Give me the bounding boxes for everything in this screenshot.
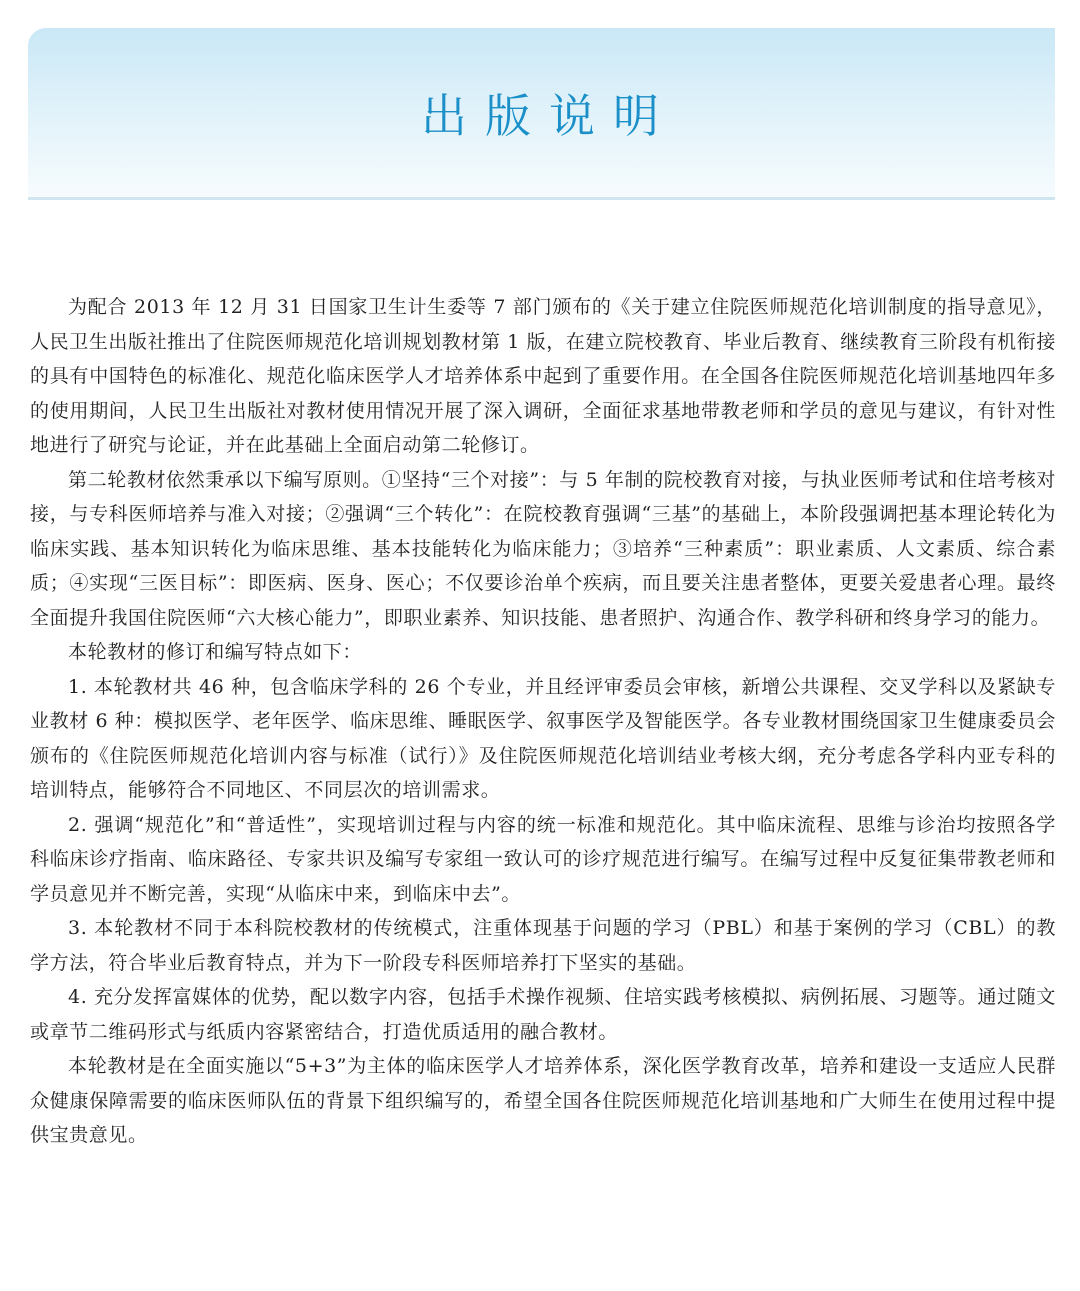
document-body xyxy=(30,290,1056,1153)
paragraph-feature-4: 4. 充分发挥富媒体的优势，配以数字内容，包括手术操作视频、住培实践考核模拟、病例拓展、习题等。通过随文或章节二维码形式与纸质内容紧密结合，打造优质适用的融合教材。 xyxy=(30,986,1056,1043)
paragraph-feature-1: 1. 本轮教材共 46 种，包含临床学科的 26 个专业，并且经评审委员会审核，新增公共课程、交叉学科以及紧缺专业教材 6 种：模拟医学、老年医学、临床思维、睡眠医学、叙事医学及智能医学。各专业教材围绕国家卫生健康委员会颁布的《住院医师规范化培训内容与标准（试行）》及住院医师规范化培训结业考核大纲，充分考虑各学科内亚专科的培训特点，能够符合不同地区、不同层次的培训需求。 xyxy=(30,675,1056,801)
paragraph-features-heading: 本轮教材的修订和编写特点如下： xyxy=(68,641,363,663)
paragraph-feature-3: 3. 本轮教材不同于本科院校教材的传统模式，注重体现基于问题的学习（PBL）和基于案例的学习（CBL）的教学方法，符合毕业后教育特点，并为下一阶段专科医师培养打下坚实的基础。 xyxy=(30,917,1056,974)
paragraph-feature-2: 2. 强调“规范化”和“普适性”，实现培训过程与内容的统一标准和规范化。其中临床流程、思维与诊治均按照各学科临床诊疗指南、临床路径、专家共识及编写专家组一致认可的诊疗规范进行编写。在编写过程中反复征集带教老师和学员意见并不断完善，实现“从临床中来，到临床中去”。 xyxy=(30,813,1056,905)
paragraph-intro: 为配合 2013 年 12 月 31 日国家卫生计生委等 7 部门颁布的《关于建立住院医师规范化培训制度的指导意见》，人民卫生出版社推出了住院医师规范化培训规划教材第 1 版，在建立院校教育、毕业后教育、继续教育三阶段有机衔接的具有中国特色的标准化、规范化临床医学人才培养体系中起到了重要作用。在全国各住院医师规范化培训基地四年多的使用期间，人民卫生出版社对教材使用情况开展了深入调研，全面征求基地带教老师和学员的意见与建议，有针对性地进行了研究与论证，并在此基础上全面启动第二轮修订。 xyxy=(30,296,1056,456)
paragraph-closing: 本轮教材是在全面实施以“5+3”为主体的临床医学人才培养体系，深化医学教育改革，培养和建设一支适应人民群众健康保障需要的临床医师队伍的背景下组织编写的，希望全国各住院医师规范化培训基地和广大师生在使用过程中提供宝贵意见。 xyxy=(30,1055,1056,1146)
page-title: 出版说明 xyxy=(421,89,677,143)
paragraph-principles: 第二轮教材依然秉承以下编写原则。①坚持“三个对接”：与 5 年制的院校教育对接，与执业医师考试和住培考核对接，与专科医师培养与准入对接；②强调“三个转化”：在院校教育强调“三基”的基础上，本阶段强调把基本理论转化为临床实践、基本知识转化为临床思维、基本技能转化为临床能力；③培养“三种素质”：职业素质、人文素质、综合素质；④实现“三医目标”：即医病、医身、医心；不仅要诊治单个疾病，而且要关注患者整体，更要关爱患者心理。最终全面提升我国住院医师“六大核心能力”，即职业素养、知识技能、患者照护、沟通合作、教学科研和终身学习的能力。 xyxy=(30,468,1056,629)
